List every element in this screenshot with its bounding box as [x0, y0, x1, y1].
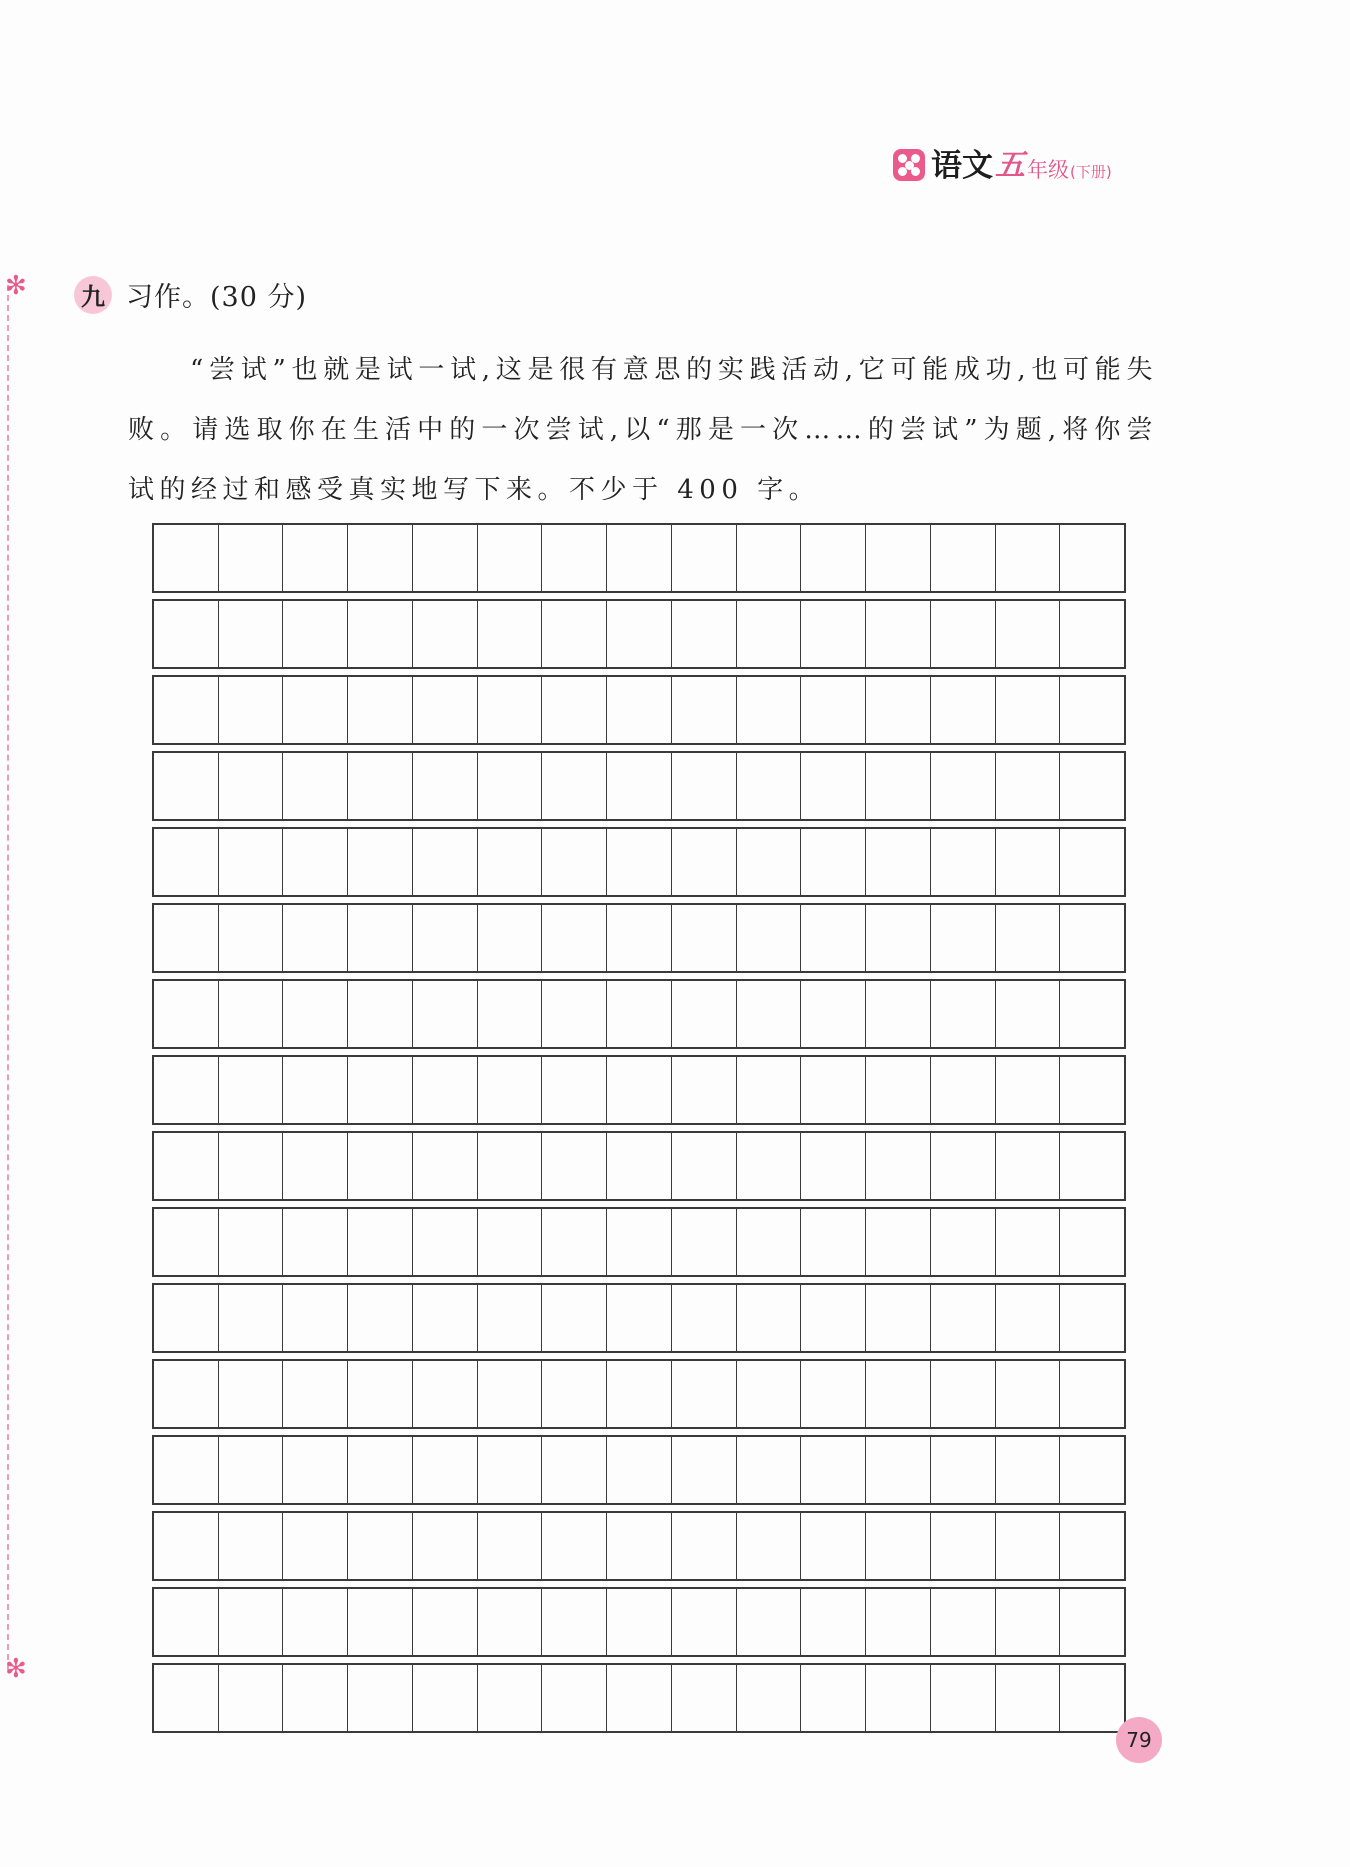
grid-cell[interactable]	[219, 1209, 284, 1275]
grid-cell[interactable]	[931, 1209, 996, 1275]
grid-cell[interactable]	[931, 1513, 996, 1579]
grid-cell[interactable]	[283, 1057, 348, 1123]
grid-cell[interactable]	[801, 1437, 866, 1503]
grid-cell[interactable]	[413, 753, 478, 819]
grid-cell[interactable]	[1060, 1665, 1124, 1731]
grid-cell[interactable]	[672, 1057, 737, 1123]
grid-cell[interactable]	[931, 1057, 996, 1123]
grid-cell[interactable]	[672, 1665, 737, 1731]
grid-cell[interactable]	[478, 677, 543, 743]
grid-row	[152, 523, 1126, 593]
grid-cell[interactable]	[154, 1285, 219, 1351]
grid-cell[interactable]	[348, 753, 413, 819]
grid-cell[interactable]	[866, 753, 931, 819]
grid-cell[interactable]	[672, 1285, 737, 1351]
grid-cell[interactable]	[607, 1285, 672, 1351]
grid-cell[interactable]	[607, 1209, 672, 1275]
grid-row	[152, 979, 1126, 1049]
grid-cell[interactable]	[672, 981, 737, 1047]
grid-cell[interactable]	[219, 1589, 284, 1655]
grid-cell[interactable]	[413, 1285, 478, 1351]
grid-cell[interactable]	[737, 1513, 802, 1579]
grid-cell[interactable]	[931, 525, 996, 591]
grid-cell[interactable]	[801, 1361, 866, 1427]
grid-cell[interactable]	[219, 1437, 284, 1503]
grid-cell[interactable]	[737, 1361, 802, 1427]
grid-cell[interactable]	[866, 677, 931, 743]
grid-cell[interactable]	[478, 1057, 543, 1123]
grid-cell[interactable]	[996, 525, 1061, 591]
book-brand	[893, 140, 1112, 186]
grid-cell[interactable]	[542, 981, 607, 1047]
grid-cell[interactable]	[607, 905, 672, 971]
grid-cell[interactable]	[348, 829, 413, 895]
grid-cell[interactable]	[219, 753, 284, 819]
grid-cell[interactable]	[931, 601, 996, 667]
grid-cell[interactable]	[672, 677, 737, 743]
grid-row	[152, 675, 1126, 745]
grid-cell[interactable]	[413, 601, 478, 667]
grid-cell[interactable]	[478, 905, 543, 971]
grid-cell[interactable]	[672, 1437, 737, 1503]
grid-cell[interactable]	[1060, 1361, 1124, 1427]
grid-cell[interactable]	[607, 601, 672, 667]
grid-cell[interactable]	[607, 981, 672, 1047]
grid-cell[interactable]	[996, 981, 1061, 1047]
grid-cell[interactable]	[801, 1133, 866, 1199]
grid-cell[interactable]	[801, 981, 866, 1047]
grid-cell[interactable]	[542, 1057, 607, 1123]
question-heading	[74, 275, 307, 314]
question-number-badge: 九	[74, 276, 112, 314]
grid-cell[interactable]	[478, 601, 543, 667]
grid-cell[interactable]	[154, 525, 219, 591]
grid-cell[interactable]	[1060, 753, 1124, 819]
grid-cell[interactable]	[607, 1057, 672, 1123]
grid-cell[interactable]	[283, 1361, 348, 1427]
grid-cell[interactable]	[542, 905, 607, 971]
grid-cell[interactable]	[996, 1437, 1061, 1503]
grid-cell[interactable]	[413, 905, 478, 971]
grid-cell[interactable]	[607, 1361, 672, 1427]
grid-cell[interactable]	[801, 677, 866, 743]
grid-cell[interactable]	[283, 1589, 348, 1655]
page-number: 79	[1116, 1717, 1162, 1763]
grid-cell[interactable]	[542, 525, 607, 591]
grid-cell[interactable]	[737, 1209, 802, 1275]
grid-cell[interactable]	[737, 1437, 802, 1503]
grid-cell[interactable]	[931, 753, 996, 819]
grid-cell[interactable]	[866, 1665, 931, 1731]
grid-cell[interactable]	[801, 1285, 866, 1351]
grid-cell[interactable]	[931, 981, 996, 1047]
grid-cell[interactable]	[737, 677, 802, 743]
grid-cell[interactable]	[348, 1437, 413, 1503]
grid-cell[interactable]	[283, 1133, 348, 1199]
grid-cell[interactable]	[219, 905, 284, 971]
grid-cell[interactable]	[478, 1437, 543, 1503]
grid-cell[interactable]	[801, 753, 866, 819]
grid-cell[interactable]	[478, 1209, 543, 1275]
grid-cell[interactable]	[1060, 601, 1124, 667]
grid-cell[interactable]	[154, 1437, 219, 1503]
grid-row	[152, 1283, 1126, 1353]
grid-row	[152, 599, 1126, 669]
grid-cell[interactable]	[478, 1285, 543, 1351]
grid-cell[interactable]	[413, 1437, 478, 1503]
grid-cell[interactable]	[931, 1285, 996, 1351]
grid-cell[interactable]	[154, 601, 219, 667]
grid-cell[interactable]	[478, 981, 543, 1047]
grid-cell[interactable]	[542, 677, 607, 743]
grid-cell[interactable]	[1060, 1513, 1124, 1579]
grid-cell[interactable]	[801, 1209, 866, 1275]
grid-cell[interactable]	[801, 905, 866, 971]
grid-cell[interactable]	[996, 1133, 1061, 1199]
grid-cell[interactable]	[348, 601, 413, 667]
grid-cell[interactable]	[348, 1209, 413, 1275]
grid-cell[interactable]	[737, 1665, 802, 1731]
grid-cell[interactable]	[866, 601, 931, 667]
dice-logo-icon	[893, 149, 925, 181]
grid-cell[interactable]	[542, 753, 607, 819]
grid-cell[interactable]	[1060, 1589, 1124, 1655]
grid-cell[interactable]	[931, 1133, 996, 1199]
grid-row	[152, 1055, 1126, 1125]
grid-cell[interactable]	[801, 1057, 866, 1123]
grid-cell[interactable]	[931, 1361, 996, 1427]
grid-cell[interactable]	[348, 1361, 413, 1427]
grid-cell[interactable]	[672, 1361, 737, 1427]
grid-cell[interactable]	[478, 829, 543, 895]
grid-cell[interactable]	[154, 981, 219, 1047]
grid-cell[interactable]	[413, 1057, 478, 1123]
grid-cell[interactable]	[542, 1133, 607, 1199]
grid-cell[interactable]	[219, 829, 284, 895]
grid-cell[interactable]	[219, 981, 284, 1047]
grid-cell[interactable]	[607, 829, 672, 895]
grid-cell[interactable]	[607, 1437, 672, 1503]
grid-cell[interactable]	[219, 1285, 284, 1351]
grid-cell[interactable]	[283, 1513, 348, 1579]
grid-cell[interactable]	[737, 1589, 802, 1655]
grid-cell[interactable]	[413, 981, 478, 1047]
grid-cell[interactable]	[219, 1057, 284, 1123]
grid-cell[interactable]	[348, 1285, 413, 1351]
grid-cell[interactable]	[1060, 1057, 1124, 1123]
grid-cell[interactable]	[607, 753, 672, 819]
grid-row	[152, 1511, 1126, 1581]
grid-cell[interactable]	[219, 525, 284, 591]
grid-cell[interactable]	[607, 1133, 672, 1199]
grid-cell[interactable]	[1060, 677, 1124, 743]
grid-cell[interactable]	[1060, 1209, 1124, 1275]
grid-cell[interactable]	[866, 1133, 931, 1199]
grid-cell[interactable]	[737, 981, 802, 1047]
grid-cell[interactable]	[996, 1209, 1061, 1275]
grid-cell[interactable]	[996, 601, 1061, 667]
grid-cell[interactable]	[154, 677, 219, 743]
brand-level: 年级	[1027, 158, 1069, 182]
grid-cell[interactable]	[1060, 525, 1124, 591]
grid-cell[interactable]	[542, 1513, 607, 1579]
grid-cell[interactable]	[219, 677, 284, 743]
grid-row	[152, 1359, 1126, 1429]
grid-cell[interactable]	[866, 829, 931, 895]
grid-cell[interactable]	[737, 1285, 802, 1351]
grid-cell[interactable]	[283, 1209, 348, 1275]
grid-cell[interactable]	[866, 1057, 931, 1123]
grid-cell[interactable]	[866, 905, 931, 971]
grid-cell[interactable]	[219, 1133, 284, 1199]
grid-cell[interactable]	[801, 1665, 866, 1731]
question-prompt: “尝试”也就是试一试,这是很有意思的实践活动,它可能成功,也可能失败。请选取你在生活中的一次尝试,以“那是一次……的尝试”为题,将你尝试的经过和感受真实地写下来。不少于 400 字。	[128, 355, 1158, 505]
grid-cell[interactable]	[413, 677, 478, 743]
grid-cell[interactable]	[283, 753, 348, 819]
grid-cell[interactable]	[478, 1361, 543, 1427]
grid-cell[interactable]	[154, 829, 219, 895]
grid-cell[interactable]	[737, 525, 802, 591]
grid-cell[interactable]	[283, 601, 348, 667]
grid-cell[interactable]	[154, 1589, 219, 1655]
grid-cell[interactable]	[413, 1361, 478, 1427]
grid-cell[interactable]	[283, 677, 348, 743]
grid-cell[interactable]	[413, 1133, 478, 1199]
grid-cell[interactable]	[672, 525, 737, 591]
grid-cell[interactable]	[996, 1513, 1061, 1579]
brand-volume: (下册)	[1070, 163, 1112, 181]
grid-cell[interactable]	[542, 1665, 607, 1731]
grid-cell[interactable]	[996, 1589, 1061, 1655]
grid-cell[interactable]	[607, 525, 672, 591]
grid-cell[interactable]	[154, 1513, 219, 1579]
flower-icon: ✻	[5, 271, 27, 301]
grid-row	[152, 903, 1126, 973]
grid-cell[interactable]	[542, 1209, 607, 1275]
question-title: 习作。(30 分)	[126, 282, 308, 313]
grid-cell[interactable]	[1060, 829, 1124, 895]
grid-cell[interactable]	[996, 1057, 1061, 1123]
grid-row	[152, 1207, 1126, 1277]
grid-cell[interactable]	[219, 1665, 284, 1731]
writing-grid[interactable]	[152, 523, 1124, 1739]
grid-cell[interactable]	[866, 1589, 931, 1655]
grid-cell[interactable]	[154, 1361, 219, 1427]
grid-cell[interactable]	[996, 1285, 1061, 1351]
grid-cell[interactable]	[1060, 1285, 1124, 1351]
grid-cell[interactable]	[348, 1589, 413, 1655]
grid-cell[interactable]	[348, 677, 413, 743]
grid-cell[interactable]	[283, 981, 348, 1047]
grid-cell[interactable]	[737, 829, 802, 895]
grid-cell[interactable]	[283, 525, 348, 591]
grid-cell[interactable]	[348, 1057, 413, 1123]
grid-cell[interactable]	[672, 601, 737, 667]
grid-cell[interactable]	[866, 1285, 931, 1351]
grid-cell[interactable]	[283, 829, 348, 895]
grid-cell[interactable]	[413, 1589, 478, 1655]
grid-cell[interactable]	[866, 981, 931, 1047]
grid-cell[interactable]	[1060, 1437, 1124, 1503]
grid-cell[interactable]	[931, 905, 996, 971]
grid-cell[interactable]	[672, 1589, 737, 1655]
grid-cell[interactable]	[996, 1665, 1061, 1731]
grid-cell[interactable]	[996, 829, 1061, 895]
grid-cell[interactable]	[931, 1665, 996, 1731]
grid-cell[interactable]	[219, 1513, 284, 1579]
grid-cell[interactable]	[478, 1513, 543, 1579]
grid-cell[interactable]	[348, 1133, 413, 1199]
grid-cell[interactable]	[672, 829, 737, 895]
brand-grade: 五	[995, 148, 1025, 183]
grid-cell[interactable]	[542, 1589, 607, 1655]
grid-cell[interactable]	[478, 1133, 543, 1199]
grid-cell[interactable]	[607, 1589, 672, 1655]
grid-cell[interactable]	[607, 1513, 672, 1579]
grid-cell[interactable]	[154, 1209, 219, 1275]
grid-row	[152, 1663, 1126, 1733]
grid-cell[interactable]	[866, 1361, 931, 1427]
grid-cell[interactable]	[1060, 905, 1124, 971]
grid-cell[interactable]	[413, 1665, 478, 1731]
grid-cell[interactable]	[283, 1665, 348, 1731]
grid-cell[interactable]	[672, 753, 737, 819]
grid-cell[interactable]	[542, 1437, 607, 1503]
grid-cell[interactable]	[672, 1133, 737, 1199]
grid-cell[interactable]	[154, 905, 219, 971]
grid-cell[interactable]	[801, 525, 866, 591]
grid-cell[interactable]	[737, 905, 802, 971]
grid-cell[interactable]	[607, 677, 672, 743]
grid-cell[interactable]	[542, 601, 607, 667]
grid-cell[interactable]	[1060, 981, 1124, 1047]
grid-row	[152, 751, 1126, 821]
grid-cell[interactable]	[413, 1209, 478, 1275]
grid-cell[interactable]	[931, 677, 996, 743]
grid-row	[152, 1587, 1126, 1657]
grid-cell[interactable]	[996, 1361, 1061, 1427]
grid-cell[interactable]	[801, 601, 866, 667]
grid-cell[interactable]	[866, 525, 931, 591]
grid-cell[interactable]	[801, 1513, 866, 1579]
grid-cell[interactable]	[866, 1513, 931, 1579]
grid-cell[interactable]	[737, 1057, 802, 1123]
grid-cell[interactable]	[219, 601, 284, 667]
grid-cell[interactable]	[413, 1513, 478, 1579]
grid-cell[interactable]	[219, 1361, 284, 1427]
grid-cell[interactable]	[542, 1361, 607, 1427]
grid-cell[interactable]	[737, 753, 802, 819]
grid-row	[152, 1435, 1126, 1505]
grid-cell[interactable]	[478, 1589, 543, 1655]
grid-cell[interactable]	[672, 1209, 737, 1275]
grid-cell[interactable]	[737, 1133, 802, 1199]
grid-cell[interactable]	[801, 829, 866, 895]
grid-cell[interactable]	[154, 1057, 219, 1123]
grid-cell[interactable]	[348, 981, 413, 1047]
grid-cell[interactable]	[737, 601, 802, 667]
flower-icon: ✻	[5, 1654, 27, 1684]
grid-cell[interactable]	[478, 753, 543, 819]
grid-cell[interactable]	[542, 829, 607, 895]
grid-cell[interactable]	[996, 753, 1061, 819]
grid-cell[interactable]	[413, 829, 478, 895]
grid-cell[interactable]	[154, 1133, 219, 1199]
grid-cell[interactable]	[931, 1437, 996, 1503]
grid-cell[interactable]	[154, 1665, 219, 1731]
grid-cell[interactable]	[413, 525, 478, 591]
grid-cell[interactable]	[866, 1209, 931, 1275]
grid-cell[interactable]	[931, 1589, 996, 1655]
grid-cell[interactable]	[348, 525, 413, 591]
grid-cell[interactable]	[801, 1589, 866, 1655]
grid-cell[interactable]	[283, 1437, 348, 1503]
brand-subject: 语文	[931, 148, 993, 184]
grid-cell[interactable]	[866, 1437, 931, 1503]
binding-margin-line	[5, 271, 27, 1684]
grid-cell[interactable]	[996, 677, 1061, 743]
grid-cell[interactable]	[1060, 1133, 1124, 1199]
grid-cell[interactable]	[348, 1665, 413, 1731]
grid-cell[interactable]	[154, 753, 219, 819]
grid-cell[interactable]	[672, 1513, 737, 1579]
grid-cell[interactable]	[478, 1665, 543, 1731]
grid-cell[interactable]	[283, 905, 348, 971]
grid-cell[interactable]	[607, 1665, 672, 1731]
grid-cell[interactable]	[348, 1513, 413, 1579]
grid-cell[interactable]	[283, 1285, 348, 1351]
grid-cell[interactable]	[348, 905, 413, 971]
grid-cell[interactable]	[931, 829, 996, 895]
grid-cell[interactable]	[996, 905, 1061, 971]
grid-cell[interactable]	[478, 525, 543, 591]
grid-cell[interactable]	[542, 1285, 607, 1351]
grid-row	[152, 827, 1126, 897]
grid-cell[interactable]	[672, 905, 737, 971]
grid-row	[152, 1131, 1126, 1201]
